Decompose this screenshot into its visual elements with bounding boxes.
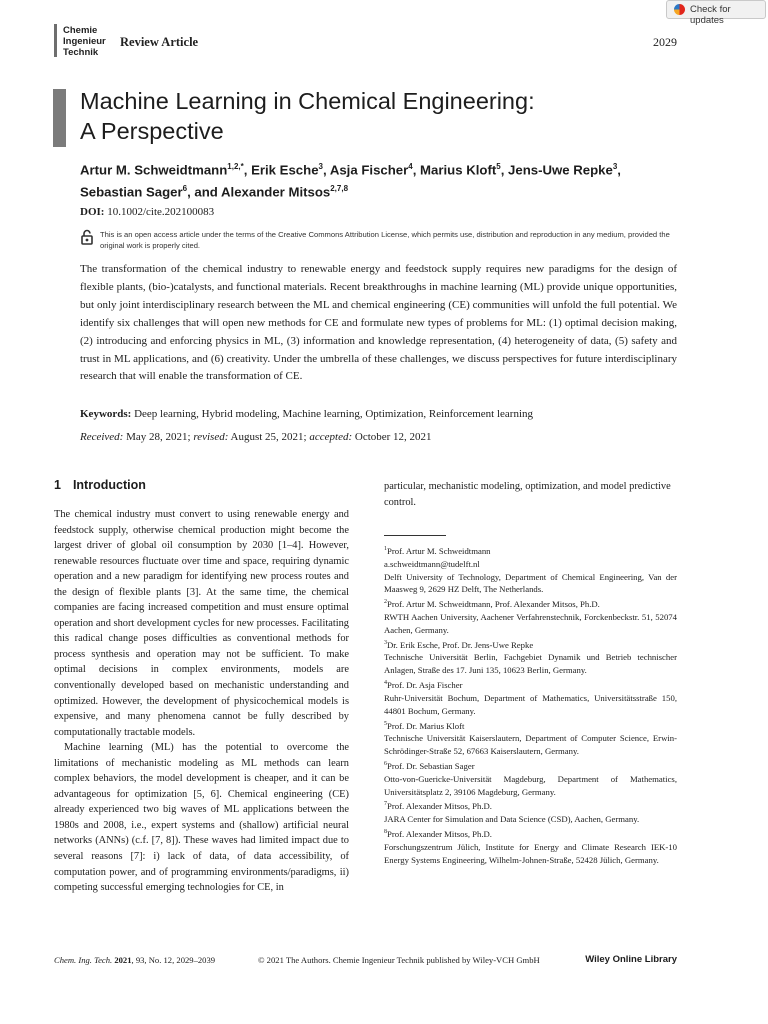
author-affiliation: 4	[408, 162, 413, 171]
footnote-number: 2	[384, 599, 387, 606]
footnote-text: RWTH Aachen University, Aachener Verfahrenstechnik, Forckenbeckstr. 51, 52074 Aachen, Germany.	[384, 612, 677, 635]
footnote-line	[384, 611, 677, 637]
abstract: The transformation of the chemical industry to renewable energy and feedstock supply requires new paradigms for the design of flexible plants, (bio-)catalysts, and functional materials. Recent breakthroughs in machine learning (ML) provide unique opportunities, but only joint interdisciplinary research between the ML and chemical engineering (CE) communities will unfold the full potential. We identify six challenges that will open new methods for CE and formulate new types of problems for ML: (1) optimal decision making, (2) introducing and enforcing physics in ML, (3) information and knowledge representation, (4) heterogeneity of data, (5) safety and trust in ML applications, and (6) creativity. Under the umbrella of these challenges, we discuss perspectives for future interdisciplinary research that will enable the transformation of CE.	[80, 263, 677, 383]
footnote-line	[384, 543, 677, 558]
keywords-line	[80, 408, 677, 420]
footnote-line	[384, 692, 677, 718]
journal-logo	[63, 25, 106, 58]
footnote-line	[384, 813, 677, 826]
footnote-number: 5	[384, 720, 387, 727]
open-access-lock-icon	[80, 229, 94, 245]
doi-link[interactable]: 10.1002/cite.202100083	[107, 206, 215, 218]
license-notice: This is an open access article under the terms of the Creative Commons Attribution License, which permits use, distribution and reproduction in any medium, provided the original work is properly cited.	[100, 230, 670, 250]
footnote-number: 7	[384, 801, 387, 808]
journal-logo-line: Chemie	[63, 25, 98, 36]
footnote-line	[384, 826, 677, 841]
body-left-column	[54, 507, 349, 896]
footnote-text: Delft University of Technology, Department of Chemical Engineering, Van der Maasweg 9, 2629 HZ Delft, The Netherlands.	[384, 571, 677, 595]
check-for-updates-button[interactable]	[666, 0, 766, 26]
article-title	[80, 86, 720, 146]
author-list	[80, 157, 720, 202]
title-line: A Perspective	[80, 118, 224, 144]
footnote-text: Prof. Alexander Mitsos, Ph.D.	[387, 828, 492, 839]
history-dates	[80, 431, 677, 443]
received-label: Received:	[80, 431, 124, 443]
author-name[interactable]: Erik Esche	[251, 162, 319, 178]
affiliation-footnotes	[384, 543, 677, 866]
footnote-text: Prof. Artur M. Schweidtmann, Prof. Alexander Mitsos, Ph.D.	[387, 599, 600, 610]
body-paragraph: Machine learning (ML) has the potential to overcome the limitations of mechanistic modeling as ML methods can learn complex behaviors, the model development is cheaper, and it can be advantageous for optimization [5, 6]. Chemical engineering (CE) already experienced two big waves of ML applications between the 1980s and 2008, i.e., expert systems and (shallow) artificial neural networks (ANNs) (c.f. [7, 8]). These waves had limited impact due to several reasons [7]: i) lack of data, of data accessibility, of computation power, and of programming environments/paradigms, ii) competing successful emerging technologies for CE, in	[54, 742, 349, 894]
author-name[interactable]: Alexander Mitsos	[221, 184, 331, 200]
section-title: Introduction	[72, 478, 146, 492]
journal-logo-bar	[54, 24, 57, 57]
footnote-line	[384, 841, 677, 867]
footnote-number: 3	[384, 639, 387, 646]
revised-label: revised:	[193, 431, 229, 443]
footnote-divider	[384, 535, 446, 536]
author-affiliation: 1,2,	[227, 162, 241, 171]
author-affiliation: 2,7,8	[330, 184, 349, 194]
journal-logo-line: Ingenieur	[63, 36, 106, 47]
footnote-text: Prof. Dr. Asja Fischer	[387, 680, 463, 690]
footer-copyright: © 2021 The Authors. Chemie Ingenieur Technik published by Wiley-VCH GmbH	[258, 955, 540, 965]
crossmark-icon	[674, 4, 685, 15]
doi-line	[80, 206, 214, 218]
author-name[interactable]: Sebastian Sager	[80, 184, 183, 200]
footnote-number: 1	[384, 546, 387, 552]
author-affiliation: 6	[182, 184, 188, 194]
wiley-online-library-link[interactable]: Wiley Online Library	[585, 954, 677, 965]
footnote-text: Prof. Dr. Marius Kloft	[387, 720, 465, 731]
author-affiliation: 3	[318, 162, 323, 171]
page-number: 2029	[653, 35, 677, 49]
section-number: 1	[54, 478, 61, 492]
accepted-label: accepted:	[309, 431, 353, 443]
author-separator: ,	[243, 162, 252, 178]
footnote-text: Prof. Dr. Sebastian Sager	[387, 760, 475, 771]
author-separator: ,	[500, 162, 509, 178]
author-name[interactable]: Marius Kloft	[420, 162, 497, 178]
author-separator: ,	[322, 162, 330, 178]
footnote-line[interactable]	[384, 558, 677, 571]
footnote-text: Ruhr-Universität Bochum, Department of Mathematics, Universitätsstraße 150, 44801 Bochum, Germany.	[384, 692, 677, 716]
footnote-line	[384, 637, 677, 652]
revised-date: August 25, 2021;	[230, 431, 307, 443]
footnote-number: 8	[384, 828, 387, 835]
author-name[interactable]: Jens-Uwe Repke	[508, 162, 613, 178]
footnote-text: Technische Universität Kaiserslautern, Department of Computer Science, Erwin-Schrödinger-Straße 52, 67663 Kaiserslautern, Germany.	[384, 733, 677, 757]
footnote-text: Otto-von-Guericke-Universität Magdeburg, Department of Mathematics, Universitätsplatz 2, 39106 Magdeburg, Germany.	[384, 773, 677, 797]
keywords-value: Deep learning, Hybrid modeling, Machine learning, Optimization, Reinforcement learning	[134, 408, 534, 420]
footnote-line	[384, 773, 677, 799]
footnote-text: Technische Universität Berlin, Fachgebiet Dynamik und Betrieb technischer Anlagen, Straße des 17. Juni 135, 10623 Berlin, Germany.	[384, 652, 677, 676]
footnote-line	[384, 798, 677, 813]
footnote-text: JARA Center for Simulation and Data Science (CSD), Aachen, Germany.	[384, 814, 640, 825]
section-heading	[54, 478, 146, 492]
footnote-line	[384, 596, 677, 611]
footnote-line	[384, 718, 677, 733]
title-line: Machine Learning in Chemical Engineering:	[80, 88, 535, 114]
footnote-number: 4	[384, 680, 387, 687]
author-affiliation: 3	[612, 162, 618, 171]
footnote-text: Forschungszentrum Jülich, Institute for Energy and Climate Research IEK-10 Energy Systems Engineering, Wilhelm-Johnen-Straße, 52428 Jülich, Germany.	[384, 841, 677, 865]
received-date: May 28, 2021;	[126, 431, 191, 443]
keywords-label: Keywords:	[80, 408, 132, 420]
article-type-label: Review Article	[120, 35, 199, 49]
author-separator: ,	[412, 162, 421, 178]
body-paragraph: The chemical industry must convert to using renewable energy and feedstock supply, otherwise chemical production might become the largest driver of global oil consumption by 2030 [1–4]. However, renewable resources fluctuate over time and space, requiring dynamic operation and a new paradigm for identifying new process routes and the design of flexible plants [3]. At the same time, the chemical companies are facing increased competition and must ensure optimal operation and short development cycles for new processes. Facilitating this radical change poses difficulties as conventional methods for process synthesis and operation may not be sufficient. To make optimal decisions in complex environments, models are conventionally developed based on mechanistic understanding and optimized. However, the development of physicochemical models is expensive, and many phenomena cannot be fully described by computationally tractable models.	[54, 509, 349, 738]
journal-logo-line: Technik	[63, 47, 99, 58]
body-right-continuation: particular, mechanistic modeling, optimization, and model predictive control.	[384, 481, 671, 508]
footnote-line	[384, 732, 677, 758]
corresponding-author-mark: *	[240, 162, 244, 171]
accepted-date: October 12, 2021	[354, 431, 432, 443]
citation-details: , 93, No. 12, 2029–2039	[131, 955, 216, 965]
citation-year: 2021	[114, 955, 132, 965]
author-name[interactable]: Asja Fischer	[329, 162, 409, 178]
footnote-text: Prof. Artur M. Schweidtmann	[387, 545, 491, 556]
footnote-line	[384, 571, 677, 597]
journal-abbrev: Chem. Ing. Tech.	[54, 955, 113, 965]
footnote-number: 6	[384, 760, 387, 767]
doi-label: DOI:	[80, 206, 105, 218]
author-separator: , and	[187, 184, 222, 200]
author-affiliation: 5	[496, 162, 501, 171]
author-separator: ,	[617, 162, 621, 178]
footnote-line	[384, 677, 677, 692]
footer-citation	[54, 955, 215, 965]
check-for-updates-label: Check for updates	[690, 4, 731, 26]
author-name[interactable]: Artur M. Schweidtmann	[80, 162, 228, 178]
footnote-line	[384, 758, 677, 773]
footnote-text: Dr. Erik Esche, Prof. Dr. Jens-Uwe Repke	[387, 639, 534, 650]
footnote-line	[384, 651, 677, 677]
title-accent-bar	[53, 89, 66, 147]
footnote-text: a.schweidtmann@tudelft.nl	[384, 558, 480, 569]
footnote-text: Prof. Alexander Mitsos, Ph.D.	[387, 801, 492, 812]
